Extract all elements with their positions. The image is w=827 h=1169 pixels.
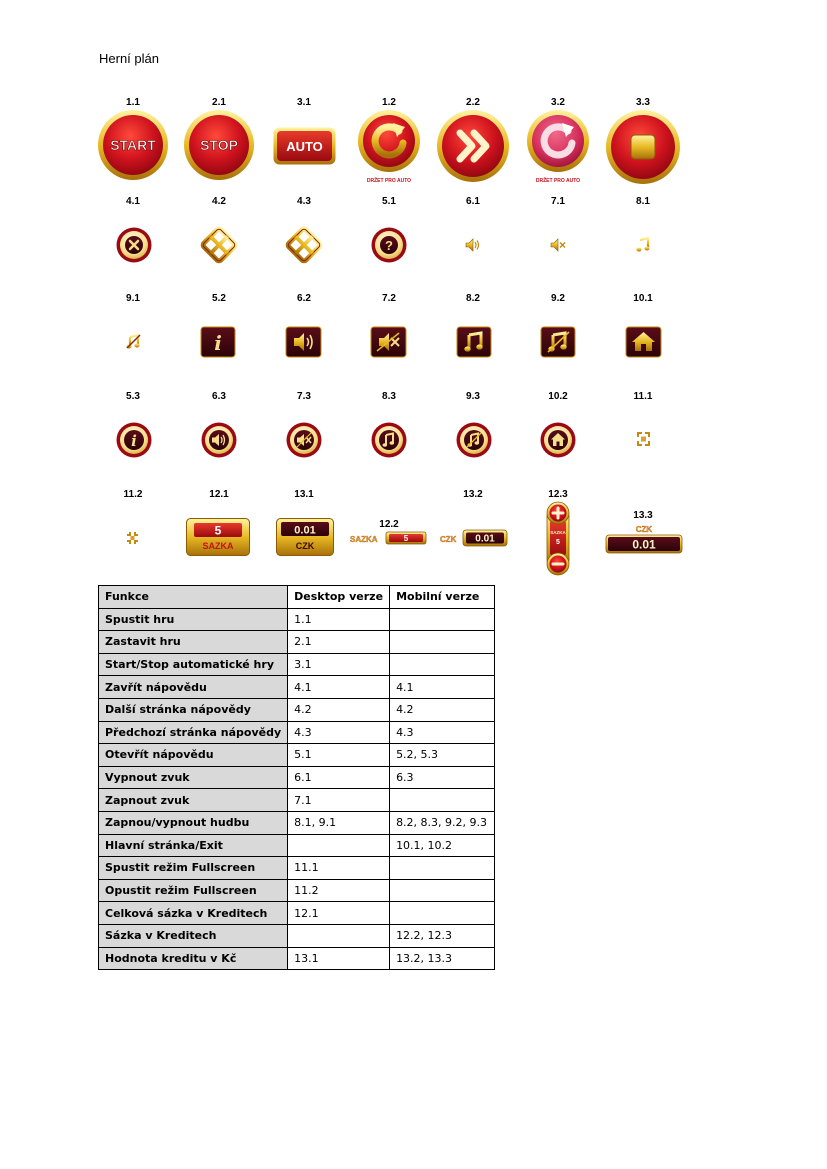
- sound-on-icon[interactable]: [465, 238, 481, 252]
- music-icon[interactable]: [457, 327, 491, 357]
- bet-inline-caption: SAZKA: [350, 535, 378, 544]
- fullscreen-exit-icon[interactable]: [126, 531, 139, 545]
- sound-off-icon[interactable]: [286, 422, 322, 458]
- table-row: [99, 766, 495, 789]
- info-icon[interactable]: [201, 327, 235, 357]
- cell-mobile: [390, 789, 495, 812]
- label-12-3: 12.3: [548, 489, 568, 500]
- cell-function: Předchozí stránka nápovědy: [99, 721, 288, 744]
- label-4-3: 4.3: [297, 196, 311, 207]
- music-icon[interactable]: [636, 237, 650, 252]
- svg-text:?: ?: [385, 238, 393, 253]
- start-button[interactable]: [97, 109, 169, 181]
- cell-desktop: 2.1: [288, 631, 390, 654]
- cell-mobile: 13.2, 13.3: [390, 947, 495, 970]
- label-5-3: 5.3: [126, 391, 140, 402]
- label-5-2: 5.2: [212, 293, 226, 304]
- col-header-desktop: Desktop verze: [288, 586, 390, 609]
- stop-square-icon[interactable]: [605, 109, 681, 185]
- label-3-1: 3.1: [297, 97, 311, 108]
- cell-function: Sázka v Kreditech: [99, 924, 288, 947]
- auto-label: AUTO: [286, 139, 323, 154]
- music-off-icon[interactable]: [126, 334, 141, 349]
- cell-desktop: 3.1: [288, 653, 390, 676]
- table-row: [99, 721, 495, 744]
- credit-mobile-caption: CZK: [635, 525, 653, 534]
- label-6-2: 6.2: [297, 293, 311, 304]
- sound-off-icon[interactable]: [550, 238, 566, 252]
- cell-function: Zastavit hru: [99, 631, 288, 654]
- hold-for-auto-caption: DRŽET PRO AUTO: [366, 178, 412, 184]
- cell-mobile: 12.2, 12.3: [390, 924, 495, 947]
- credit-inline-display: [439, 529, 509, 547]
- label-3-2: 3.2: [551, 97, 565, 108]
- cell-desktop: [288, 924, 390, 947]
- page-title: Herní plán: [99, 51, 159, 66]
- table-row: [99, 608, 495, 631]
- label-4-2: 4.2: [212, 196, 226, 207]
- bet-inline-display: [349, 530, 429, 546]
- credit-inline-caption: CZK: [440, 535, 457, 544]
- music-icon[interactable]: [371, 422, 407, 458]
- cell-mobile: [390, 608, 495, 631]
- sound-off-icon[interactable]: [371, 327, 406, 357]
- label-10-1: 10.1: [633, 293, 653, 304]
- bet-stepper[interactable]: [542, 500, 574, 578]
- cell-desktop: 11.2: [288, 879, 390, 902]
- cell-mobile: 4.2: [390, 698, 495, 721]
- cell-mobile: 4.3: [390, 721, 495, 744]
- cell-mobile: [390, 653, 495, 676]
- label-11-1: 11.1: [633, 391, 653, 402]
- table-row: [99, 631, 495, 654]
- cell-desktop: [288, 834, 390, 857]
- table-row: [99, 834, 495, 857]
- cell-desktop: 4.3: [288, 721, 390, 744]
- label-8-3: 8.3: [382, 391, 396, 402]
- label-5-1: 5.1: [382, 196, 396, 207]
- cell-desktop: 5.1: [288, 744, 390, 767]
- label-1-2: 1.2: [382, 97, 396, 108]
- music-off-icon[interactable]: [541, 327, 575, 357]
- ornament-prev-icon[interactable]: [285, 222, 323, 268]
- stop-label: STOP: [200, 137, 238, 153]
- label-7-2: 7.2: [382, 293, 396, 304]
- table-row: [99, 676, 495, 699]
- label-8-2: 8.2: [466, 293, 480, 304]
- cell-function: Další stránka nápovědy: [99, 698, 288, 721]
- cell-function: Hlavní stránka/Exit: [99, 834, 288, 857]
- sound-on-icon[interactable]: [201, 422, 237, 458]
- cell-mobile: 4.1: [390, 676, 495, 699]
- label-8-1: 8.1: [636, 196, 650, 207]
- cell-function: Zavřít nápovědu: [99, 676, 288, 699]
- info-icon[interactable]: [116, 422, 152, 458]
- currency-caption: CZK: [295, 541, 315, 551]
- label-13-3: 13.3: [633, 510, 653, 521]
- label-6-3: 6.3: [212, 391, 226, 402]
- cell-desktop: 1.1: [288, 608, 390, 631]
- table-row: [99, 902, 495, 925]
- music-off-icon[interactable]: [456, 422, 492, 458]
- label-3-3: 3.3: [636, 97, 650, 108]
- credit-display-mobile: [605, 524, 683, 554]
- help-icon[interactable]: [371, 227, 407, 263]
- autoplay-refresh-icon[interactable]: [357, 109, 421, 185]
- skip-forward-icon[interactable]: [436, 109, 510, 183]
- cell-function: Celková sázka v Kreditech: [99, 902, 288, 925]
- bet-value: 5: [214, 523, 222, 538]
- label-2-2: 2.2: [466, 97, 480, 108]
- table-row: [99, 924, 495, 947]
- cell-mobile: [390, 631, 495, 654]
- label-4-1: 4.1: [126, 196, 140, 207]
- hold-for-auto-caption: DRŽET PRO AUTO: [535, 178, 581, 184]
- start-label: START: [110, 137, 156, 153]
- cell-mobile: [390, 857, 495, 880]
- cell-function: Zapnout zvuk: [99, 789, 288, 812]
- cell-function: Otevřít nápovědu: [99, 744, 288, 767]
- cell-desktop: 6.1: [288, 766, 390, 789]
- label-12-2: 12.2: [379, 519, 399, 530]
- credit-value: 0.01: [294, 524, 316, 537]
- home-icon[interactable]: [626, 327, 661, 357]
- auto-button[interactable]: [273, 127, 336, 165]
- cell-desktop: 4.2: [288, 698, 390, 721]
- cell-desktop: 13.1: [288, 947, 390, 970]
- col-header-function: Funkce: [99, 586, 288, 609]
- cell-mobile: 5.2, 5.3: [390, 744, 495, 767]
- function-table: [98, 585, 495, 970]
- table-row: [99, 653, 495, 676]
- cell-function: Spustit hru: [99, 608, 288, 631]
- ornament-next-icon[interactable]: [200, 222, 238, 268]
- table-row: [99, 744, 495, 767]
- table-row: [99, 947, 495, 970]
- cell-mobile: [390, 879, 495, 902]
- label-13-2: 13.2: [463, 489, 483, 500]
- label-7-3: 7.3: [297, 391, 311, 402]
- col-header-mobile: Mobilní verze: [390, 586, 495, 609]
- cell-mobile: 6.3: [390, 766, 495, 789]
- label-12-1: 12.1: [209, 489, 229, 500]
- table-header-row: [99, 586, 495, 609]
- table-row: [99, 811, 495, 834]
- svg-text:i: i: [131, 432, 137, 450]
- stop-button[interactable]: [183, 109, 255, 181]
- table-row: [99, 698, 495, 721]
- label-11-2: 11.2: [123, 489, 143, 500]
- bet-caption: SAZKA: [202, 541, 234, 551]
- credit-inline-value: 0.01: [475, 533, 495, 545]
- credit-display: [276, 518, 334, 556]
- fullscreen-enter-icon[interactable]: [637, 432, 650, 446]
- cell-function: Opustit režim Fullscreen: [99, 879, 288, 902]
- label-2-1: 2.1: [212, 97, 226, 108]
- cell-function: Start/Stop automatické hry: [99, 653, 288, 676]
- cell-mobile: [390, 902, 495, 925]
- label-10-2: 10.2: [548, 391, 568, 402]
- cell-function: Zapnou/vypnout hudbu: [99, 811, 288, 834]
- label-9-3: 9.3: [466, 391, 480, 402]
- cell-mobile: 8.2, 8.3, 9.2, 9.3: [390, 811, 495, 834]
- cell-desktop: 4.1: [288, 676, 390, 699]
- cell-function: Vypnout zvuk: [99, 766, 288, 789]
- sound-on-icon[interactable]: [286, 327, 321, 357]
- label-7-1: 7.1: [551, 196, 565, 207]
- table-row: [99, 857, 495, 880]
- bet-stepper-value: 5: [556, 539, 560, 546]
- label-13-1: 13.1: [294, 489, 314, 500]
- cell-desktop: 8.1, 9.1: [288, 811, 390, 834]
- cell-mobile: 10.1, 10.2: [390, 834, 495, 857]
- table-row: [99, 879, 495, 902]
- label-9-2: 9.2: [551, 293, 565, 304]
- svg-text:i: i: [214, 331, 222, 355]
- cell-desktop: 7.1: [288, 789, 390, 812]
- home-icon[interactable]: [540, 422, 576, 458]
- credit-mobile-value: 0.01: [632, 537, 656, 552]
- bet-display: [186, 518, 250, 556]
- bet-inline-value: 5: [403, 534, 409, 543]
- bet-stepper-caption: SAZKA: [550, 530, 566, 535]
- cell-desktop: 12.1: [288, 902, 390, 925]
- close-icon[interactable]: [116, 227, 152, 263]
- label-6-1: 6.1: [466, 196, 480, 207]
- label-1-1: 1.1: [126, 97, 140, 108]
- label-9-1: 9.1: [126, 293, 140, 304]
- cell-function: Spustit režim Fullscreen: [99, 857, 288, 880]
- table-row: [99, 789, 495, 812]
- autoplay-refresh-icon[interactable]: [526, 109, 590, 185]
- cell-function: Hodnota kreditu v Kč: [99, 947, 288, 970]
- cell-desktop: 11.1: [288, 857, 390, 880]
